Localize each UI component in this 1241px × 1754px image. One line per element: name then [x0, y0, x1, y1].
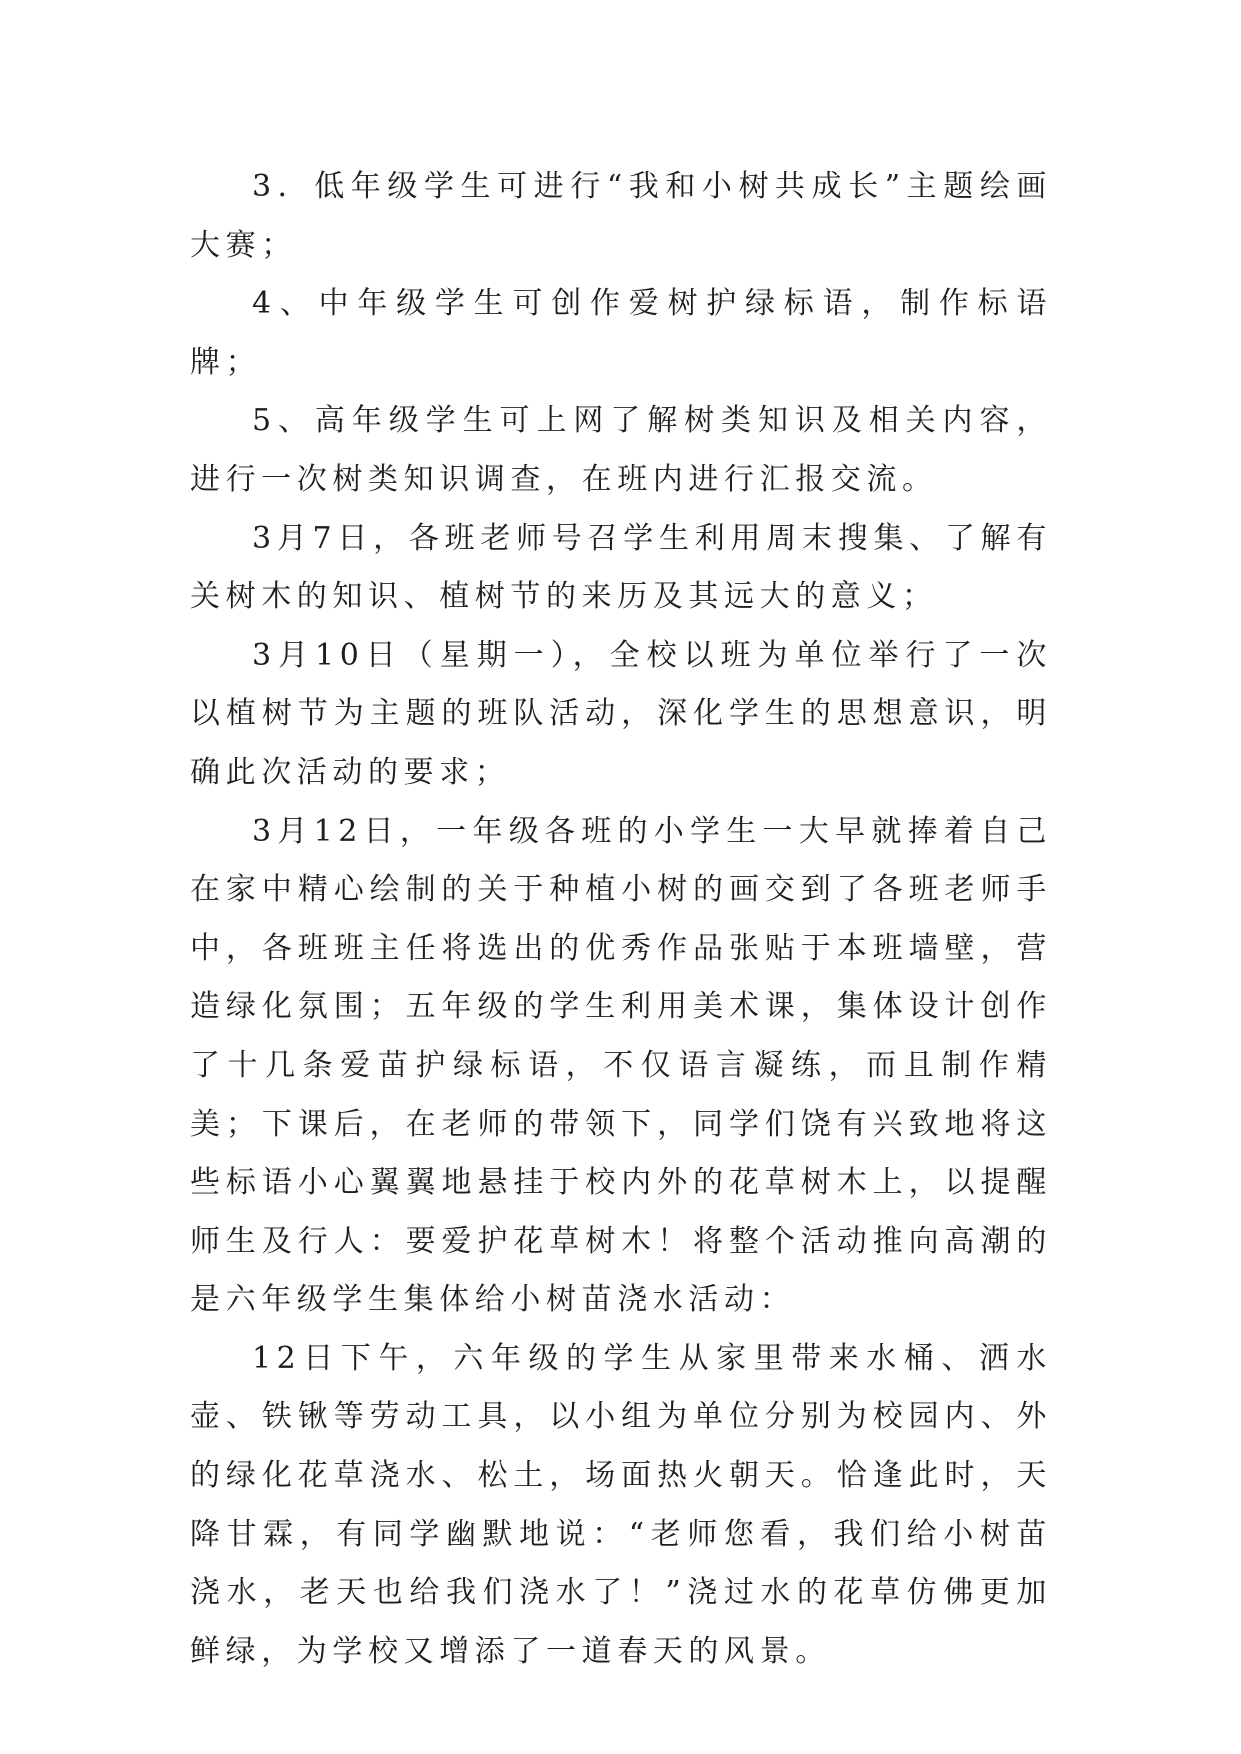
paragraph-drawing-contest: 3．低年级学生可进行“我和小树共成长”主题绘画大赛； [190, 169, 1052, 263]
paragraph-12th-afternoon: 12日下午，六年级的学生从家里带来水桶、洒水壶、铁锹等劳动工具，以小组为单位分别为校园内、外的绿化花草浇水、松土，场面热火朝天。恰逢此时，天降甘霖，有同学幽默地说：“老师您看，我们给小树苗浇水，老天也给我们浇水了！”浇过水的花草仿佛更加鲜绿，为学校又增添了一道春天的风景。 [190, 1340, 1052, 1669]
paragraph-march-12: 3月12日，一年级各班的小学生一大早就捧着自己在家中精心绘制的关于种植小树的画交到了各班老师手中，各班班主任将选出的优秀作品张贴于本班墙壁，营造绿化氛围；五年级的学生利用美术课，集体设计创作了十几条爱苗护绿标语，不仅语言凝练，而且制作精美；下课后，在老师的带领下，同学们饶有兴致地将这些标语小心翼翼地悬挂于校内外的花草树木上，以提醒师生及行人：要爱护花草树木！将整个活动推向高潮的是六年级学生集体给小树苗浇水活动： [190, 813, 1052, 1318]
paragraph-march-7: 3月7日，各班老师号召学生利用周末搜集、了解有关树木的知识、植树节的来历及其远大的意义； [190, 520, 1052, 615]
paragraph-march-10: 3月10日（星期一），全校以班为单位举行了一次以植树节为主题的班队活动，深化学生的思想意识，明确此次活动的要求； [190, 637, 1052, 790]
paragraph-tree-knowledge-survey: 5、高年级学生可上网了解树类知识及相关内容，进行一次树类知识调查，在班内进行汇报交流。 [190, 403, 1052, 497]
paragraph-slogan-signs: 4、中年级学生可创作爱树护绿标语，制作标语牌； [190, 286, 1052, 380]
document-body [190, 158, 1052, 1681]
